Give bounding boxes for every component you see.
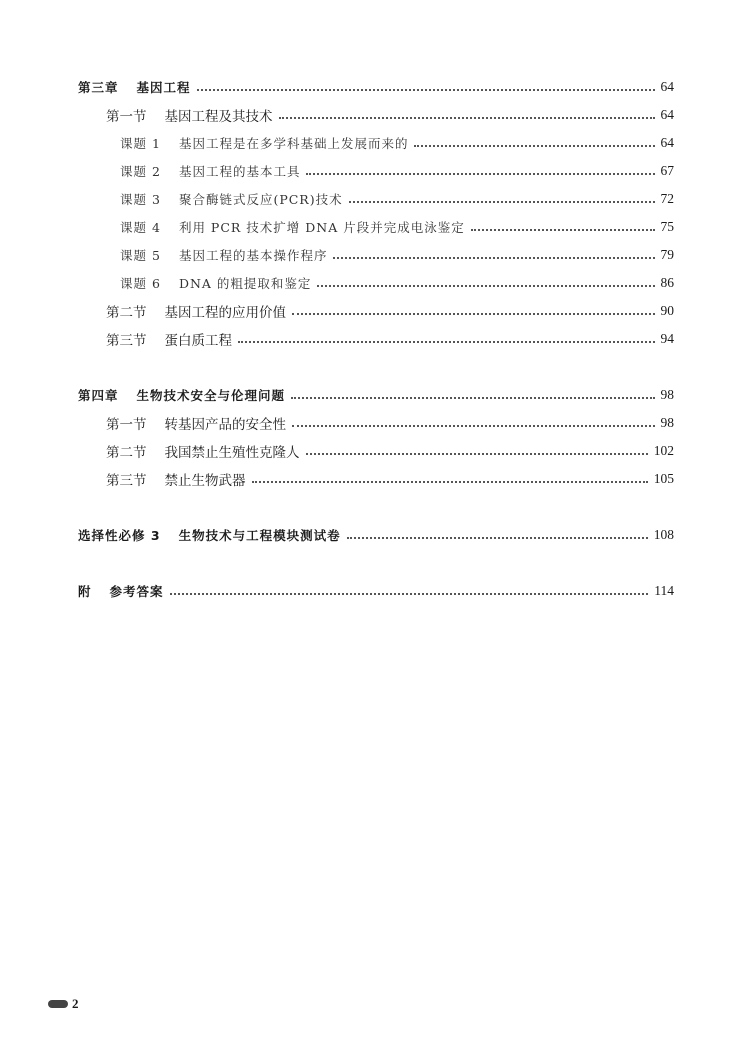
toc-entry-number: 课题 3 (120, 192, 161, 207)
toc-entry-number: 课题 2 (120, 164, 161, 179)
toc-entry-label (120, 190, 345, 208)
toc-entry-title: 基因工程的应用价值 (164, 305, 286, 321)
toc-entry-title: 聚合酶链式反应(PCR)技术 (178, 192, 343, 207)
toc-entry-page: 72 (660, 191, 674, 206)
toc-entry-title: 生物技术与工程模块测试卷 (178, 528, 341, 543)
toc-entry-title: 基因工程是在多学科基础上发展而来的 (178, 136, 409, 151)
toc-entry-title: 我国禁止生殖性克隆人 (164, 445, 300, 461)
toc-entry[interactable] (78, 410, 674, 436)
toc-entry-number: 第四章 (78, 388, 119, 403)
dot-leader (414, 145, 654, 147)
toc-entry-label (120, 162, 302, 180)
page-marker-icon (48, 1000, 68, 1008)
toc-entry-page: 64 (660, 79, 674, 94)
toc-entry-label (106, 105, 275, 125)
toc-entry[interactable] (78, 242, 674, 268)
toc-entry-label (106, 329, 234, 349)
toc-entry[interactable] (78, 74, 674, 100)
toc-entry-page: 79 (660, 247, 674, 262)
toc-entry-label (106, 441, 302, 461)
toc-entry-page: 86 (660, 275, 674, 290)
toc-entry-label (78, 78, 193, 96)
toc-entry-page: 98 (660, 415, 674, 430)
dot-leader (292, 425, 655, 427)
toc-entry-title: 禁止生物武器 (164, 473, 246, 489)
toc-entry-number: 课题 5 (120, 248, 161, 263)
toc-entry-title: 基因工程及其技术 (164, 109, 273, 125)
toc-entry-page: 114 (654, 583, 674, 598)
toc-entry-label (78, 386, 287, 404)
dot-leader (306, 453, 648, 455)
dot-leader (471, 229, 655, 231)
toc-entry-page: 64 (660, 107, 674, 122)
dot-leader (197, 89, 655, 91)
toc-entry-title: DNA 的粗提取和鉴定 (178, 276, 312, 291)
dot-leader (306, 173, 654, 175)
dot-leader (347, 537, 648, 539)
toc-entry-number: 第三节 (106, 333, 147, 349)
toc-entry-page: 94 (660, 331, 674, 346)
toc-entry-page: 98 (660, 387, 674, 402)
toc-entry-label (120, 274, 313, 292)
toc-entry[interactable] (78, 270, 674, 296)
toc-entry-label (120, 246, 329, 264)
toc-entry-page: 108 (653, 527, 674, 542)
toc-entry[interactable] (78, 130, 674, 156)
page-footer (48, 996, 79, 1012)
dot-leader (238, 341, 655, 343)
toc-entry-number: 第三节 (106, 473, 147, 489)
toc-entry-number: 第二节 (106, 445, 147, 461)
page-number: 2 (72, 996, 79, 1011)
dot-leader (317, 285, 654, 287)
toc-entry[interactable] (78, 382, 674, 408)
toc-entry[interactable] (78, 186, 674, 212)
toc-entry-title: 基因工程的基本操作程序 (178, 248, 328, 263)
toc-entry-label (78, 582, 166, 600)
toc-entry[interactable] (78, 214, 674, 240)
toc-entry[interactable] (78, 102, 674, 128)
toc-entry-label (106, 413, 288, 433)
toc-entry-number: 第一节 (106, 417, 147, 433)
toc-entry-label (106, 469, 248, 489)
toc-entry[interactable] (78, 578, 674, 604)
toc-entry-page: 75 (660, 219, 674, 234)
toc-entry-page: 105 (653, 471, 674, 486)
toc-entry-number: 附 (78, 584, 92, 599)
dot-leader (291, 397, 654, 399)
toc-entry-page: 90 (660, 303, 674, 318)
toc-entry[interactable] (78, 326, 674, 352)
toc-entry-label (78, 526, 343, 544)
dot-leader (292, 313, 655, 315)
toc-entry-number: 第一节 (106, 109, 147, 125)
toc-entry-title: 基因工程的基本工具 (178, 164, 301, 179)
dot-leader (333, 257, 654, 259)
toc-entry-number: 第三章 (78, 80, 119, 95)
toc-entry-title: 转基因产品的安全性 (164, 417, 286, 433)
toc-entry-number: 选择性必修 3 (78, 528, 161, 543)
toc-entry-title: 生物技术安全与伦理问题 (136, 388, 286, 403)
toc-entry-page: 102 (653, 443, 674, 458)
toc-entry-label (120, 134, 410, 152)
toc-entry-number: 第二节 (106, 305, 147, 321)
toc-entry-label (106, 301, 288, 321)
toc-entry[interactable] (78, 158, 674, 184)
toc-entry-number: 课题 4 (120, 220, 161, 235)
toc-entry-title: 基因工程 (136, 80, 191, 95)
toc-entry-page: 67 (660, 163, 674, 178)
toc-entry[interactable] (78, 438, 674, 464)
dot-leader (252, 481, 648, 483)
toc-entry-title: 蛋白质工程 (164, 333, 232, 349)
toc-entry-number: 课题 6 (120, 276, 161, 291)
toc-entry[interactable] (78, 298, 674, 324)
dot-leader (349, 201, 655, 203)
dot-leader (279, 117, 655, 119)
toc-entry-number: 课题 1 (120, 136, 161, 151)
toc-entry[interactable] (78, 522, 674, 548)
toc-entry-title: 利用 PCR 技术扩增 DNA 片段并完成电泳鉴定 (178, 220, 465, 235)
toc-entry-label (120, 218, 467, 236)
dot-leader (170, 593, 649, 595)
toc-entry-page: 64 (660, 135, 674, 150)
toc-entry[interactable] (78, 466, 674, 492)
toc-entry-title: 参考答案 (109, 584, 164, 599)
